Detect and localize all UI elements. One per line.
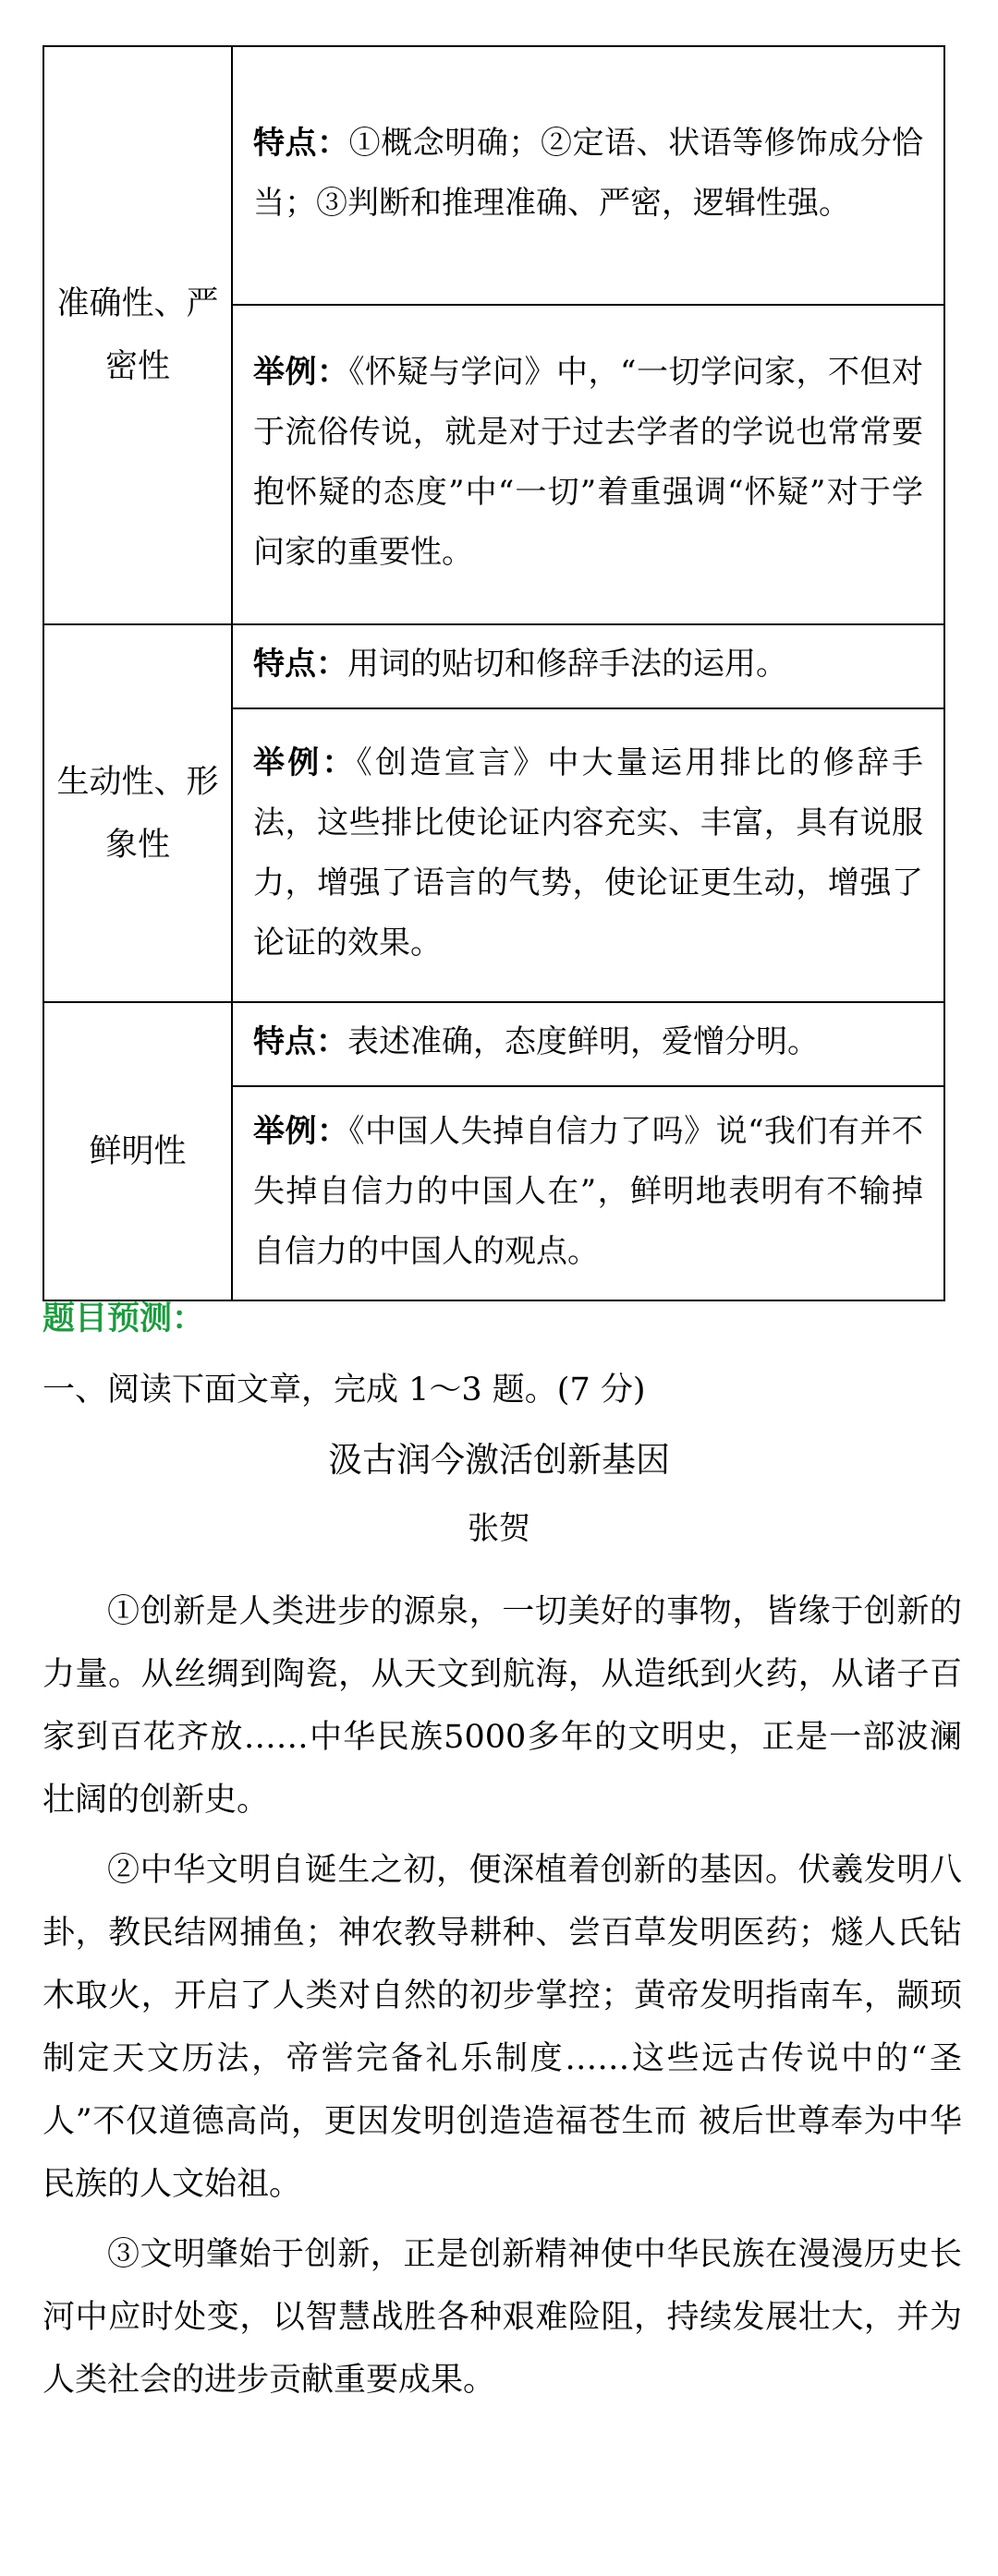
language-feature-table <box>43 45 945 1301</box>
feature-cell <box>232 624 944 708</box>
example-tag: 举例： <box>253 1112 349 1150</box>
feature-text: ①概念明确；②定语、状语等修饰成分恰当；③判断和推理准确、严密，逻辑性强。 <box>253 124 924 222</box>
table-row <box>43 46 944 305</box>
table-row <box>43 624 944 708</box>
example-cell <box>232 305 944 624</box>
feature-tag: 特点： <box>253 646 347 683</box>
feature-tag: 特点： <box>253 1023 347 1060</box>
example-tag: 举例： <box>253 353 349 391</box>
article-author: 张贺 <box>468 1510 530 1547</box>
paragraph: ②中华文明自诞生之初，便深植着创新的基因。伏羲发明八卦，教民结网捕鱼；神农教导耕种、尝百草发明医药；燧人氏钻木取火，开启了人类对自然的初步掌控；黄帝发明指南车，颛顼制定天文历法，帝喾完备礼乐制度……这些远古传说中的“圣人”不仅道德高尚，更因发明创造造福苍生而 被后世尊奉为中华民族的人文始祖。 <box>43 1852 962 2203</box>
example-cell <box>232 708 944 1002</box>
section-heading: 题目预测： <box>43 1300 205 1337</box>
feature-cell <box>232 1002 944 1086</box>
example-text: 《中国人失掉自信力了吗》说“我们有并不失掉自信力的中国人在”，鲜明地表明有不输掉自信力的中国人的观点。 <box>253 1112 923 1270</box>
article-body <box>43 1580 962 2419</box>
feature-text: 用词的贴切和修辞手法的运用。 <box>347 646 787 683</box>
example-tag: 举例： <box>253 744 357 781</box>
paragraph: ①创新是人类进步的源泉，一切美好的事物，皆缘于创新的力量。从丝绸到陶瓷，从天文到航海，从造纸到火药，从诸子百家到百花齐放……中华民族5000多年的文明史，正是一部波澜壮阔的创新史。 <box>43 1593 962 1819</box>
paragraph: ③文明肇始于创新，正是创新精神使中华民族在漫漫历史长河中应时处变，以智慧战胜各种艰难险阻，持续发展壮大，并为人类社会的进步贡献重要成果。 <box>43 2236 962 2399</box>
example-text: 《怀疑与学问》中，“一切学问家，不但对于流俗传说，就是对于过去学者的学说也常常要抱怀疑的态度”中“一切”着重强调“怀疑”对于学问家的重要性。 <box>253 353 923 571</box>
row-label-distinctness: 鲜明性 <box>43 1002 232 1300</box>
feature-tag: 特点： <box>253 124 349 162</box>
example-text: 《创造宣言》中大量运用排比的修辞手法，这些排比使论证内容充实、丰富，具有说服力，增强了语言的气势，使论证更生动，增强了论证的效果。 <box>253 744 924 961</box>
feature-cell <box>232 46 944 305</box>
feature-text: 表述准确，态度鲜明，爱憎分明。 <box>347 1023 819 1060</box>
row-label-precision: 准确性、严密性 <box>43 46 232 624</box>
table-row <box>43 1002 944 1086</box>
question-instruction: 一、阅读下面文章，完成 1～3 题。(7 分) <box>43 1372 646 1409</box>
article-title: 汲古润今激活创新基因 <box>328 1440 670 1480</box>
example-cell <box>232 1086 944 1300</box>
row-label-vividness: 生动性、形象性 <box>43 624 232 1002</box>
